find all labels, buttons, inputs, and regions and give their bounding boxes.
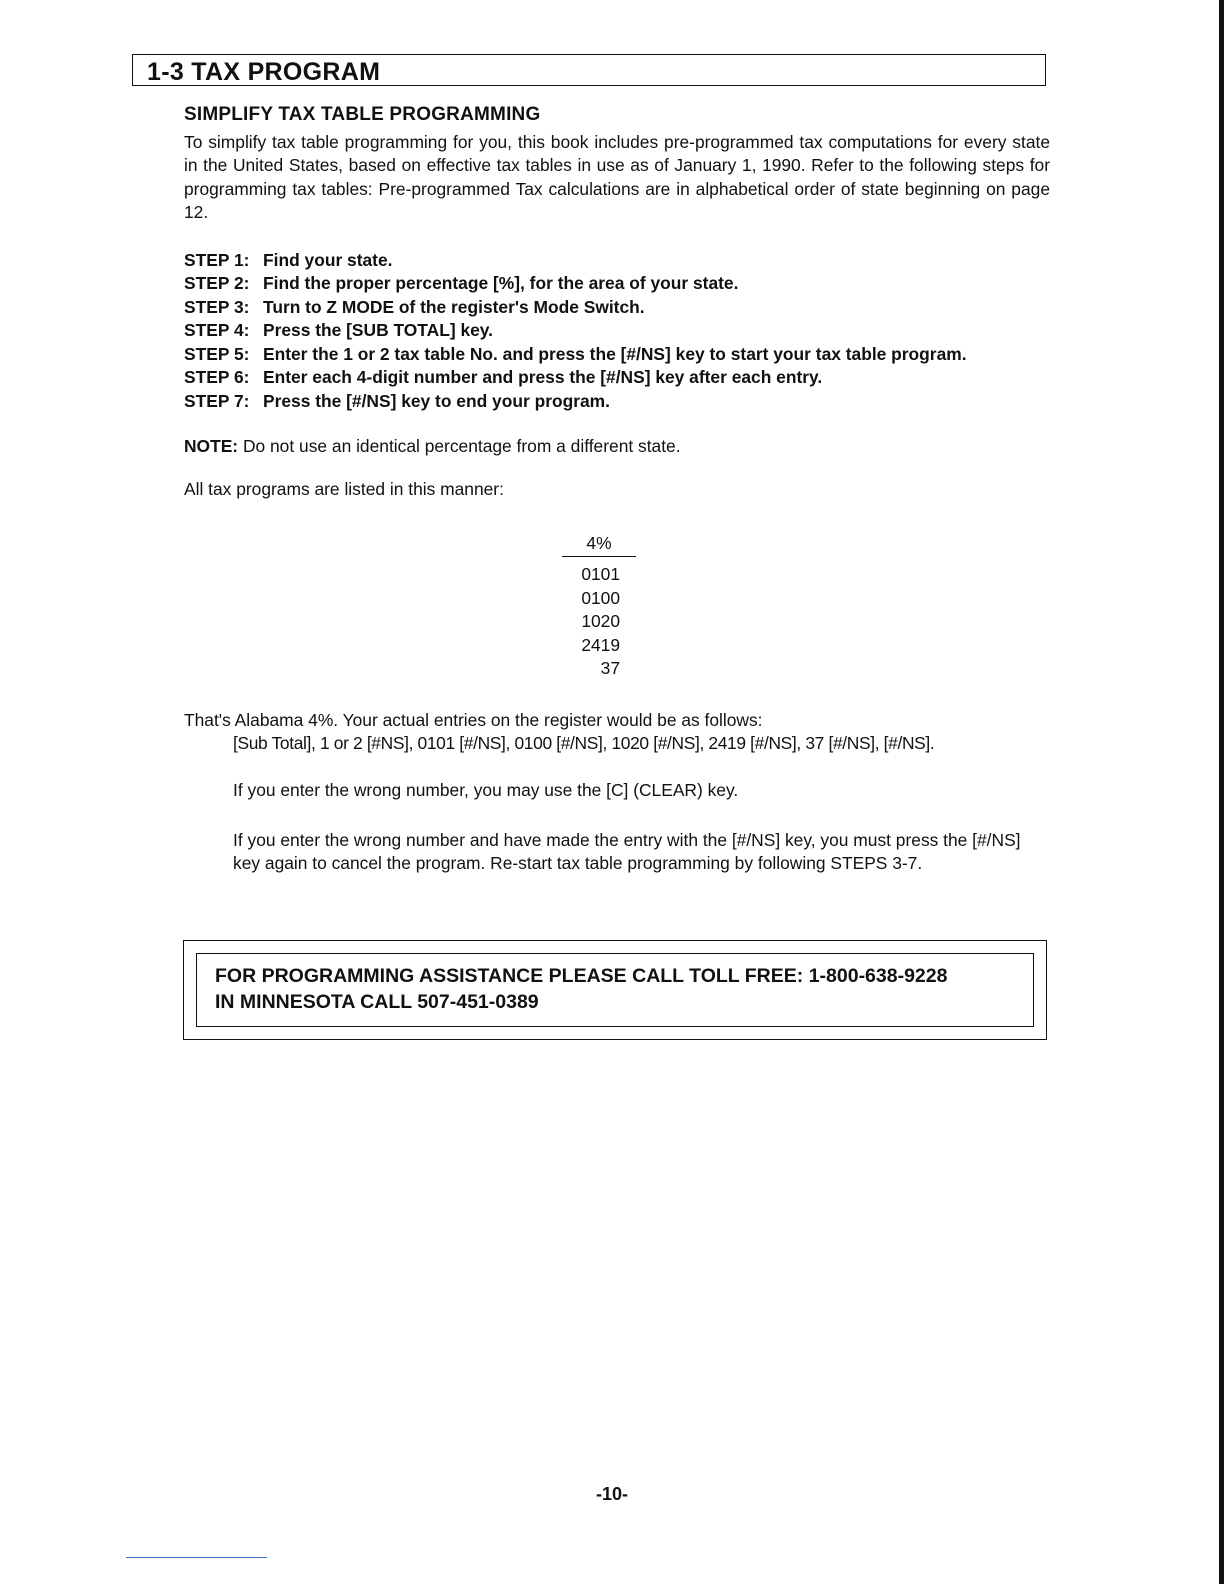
- register-entries: [Sub Total], 1 or 2 [#NS], 0101 [#/NS], 0100 [#/NS], 1020 [#/NS], 2419 [#/NS], 37 [#/NS], [#/NS].: [233, 733, 935, 754]
- assistance-line-1: FOR PROGRAMMING ASSISTANCE PLEASE CALL TOLL FREE: 1-800-638-9228: [215, 965, 948, 987]
- step-item: [184, 366, 1050, 390]
- listed-manner-text: All tax programs are listed in this manner:: [184, 479, 504, 500]
- section-title-box: [132, 54, 1046, 86]
- page-edge: [1219, 0, 1224, 1584]
- alabama-text: That's Alabama 4%. Your actual entries on the register would be as follows:: [184, 710, 763, 730]
- step-item: [184, 343, 1050, 367]
- footer-rule: [126, 1557, 267, 1558]
- step-text: Press the [SUB TOTAL] key.: [263, 320, 493, 341]
- example-row: 37: [600, 658, 620, 679]
- step-item: [184, 319, 1050, 343]
- step-number: STEP 6:: [184, 367, 250, 388]
- example-row: 0100: [581, 587, 620, 608]
- assistance-inner-box: [196, 953, 1034, 1027]
- page-number: -10-: [595, 1484, 628, 1504]
- section-title: 1-3 TAX PROGRAM: [147, 58, 381, 86]
- example-row: 2419: [581, 634, 620, 655]
- step-number: STEP 5:: [184, 343, 250, 364]
- step-item: [184, 249, 1050, 273]
- step-text: Enter the 1 or 2 tax table No. and press the [#/NS] key to start your tax table program.: [263, 343, 967, 364]
- step-item: [184, 390, 1050, 414]
- cancel-program-paragraph: If you enter the wrong number and have made the entry with the [#/NS] key, you must press the [#/NS] key again to cancel the program. Re-start tax table programming by following STEPS 3-7.: [233, 830, 1021, 873]
- subheading: SIMPLIFY TAX TABLE PROGRAMMING: [184, 104, 541, 125]
- steps-list: [184, 249, 1050, 414]
- step-item: [184, 296, 1050, 320]
- step-number: STEP 2:: [184, 273, 250, 294]
- example-row: 1020: [581, 611, 620, 632]
- main-content: [184, 104, 1050, 500]
- step-text: Press the [#/NS] key to end your program.: [263, 390, 610, 411]
- step-number: STEP 4:: [184, 320, 250, 341]
- step-number: STEP 7:: [184, 390, 250, 411]
- step-item: [184, 272, 1050, 296]
- example-row: 0101: [581, 564, 620, 585]
- note-label: NOTE:: [184, 436, 239, 457]
- step-text: Find your state.: [263, 249, 393, 270]
- step-number: STEP 3:: [184, 296, 250, 317]
- intro-paragraph: To simplify tax table programming for you, this book includes pre-programmed tax computations for every state in the United States, based on effective tax tables in use as of January 1, 1990. Refer to the following steps for programming tax tables: Pre-programmed Tax calculations are in alphabetical order of state beginning on page 12.: [184, 132, 1050, 223]
- assistance-line-2: IN MINNESOTA CALL 507-451-0389: [215, 991, 539, 1013]
- example-tax-table: [562, 532, 636, 680]
- step-number: STEP 1:: [184, 249, 250, 270]
- clear-key-paragraph: If you enter the wrong number, you may use the [C] (CLEAR) key.: [233, 780, 739, 800]
- alabama-example: [184, 709, 1054, 756]
- example-percent: 4%: [562, 532, 636, 557]
- step-text: Turn to Z MODE of the register's Mode Switch.: [263, 296, 645, 317]
- step-text: Enter each 4-digit number and press the [#/NS] key after each entry.: [263, 367, 823, 388]
- note: [184, 436, 1050, 457]
- note-text: Do not use an identical percentage from a different state.: [242, 436, 681, 457]
- assistance-box: [183, 940, 1047, 1040]
- step-text: Find the proper percentage [%], for the area of your state.: [263, 273, 739, 294]
